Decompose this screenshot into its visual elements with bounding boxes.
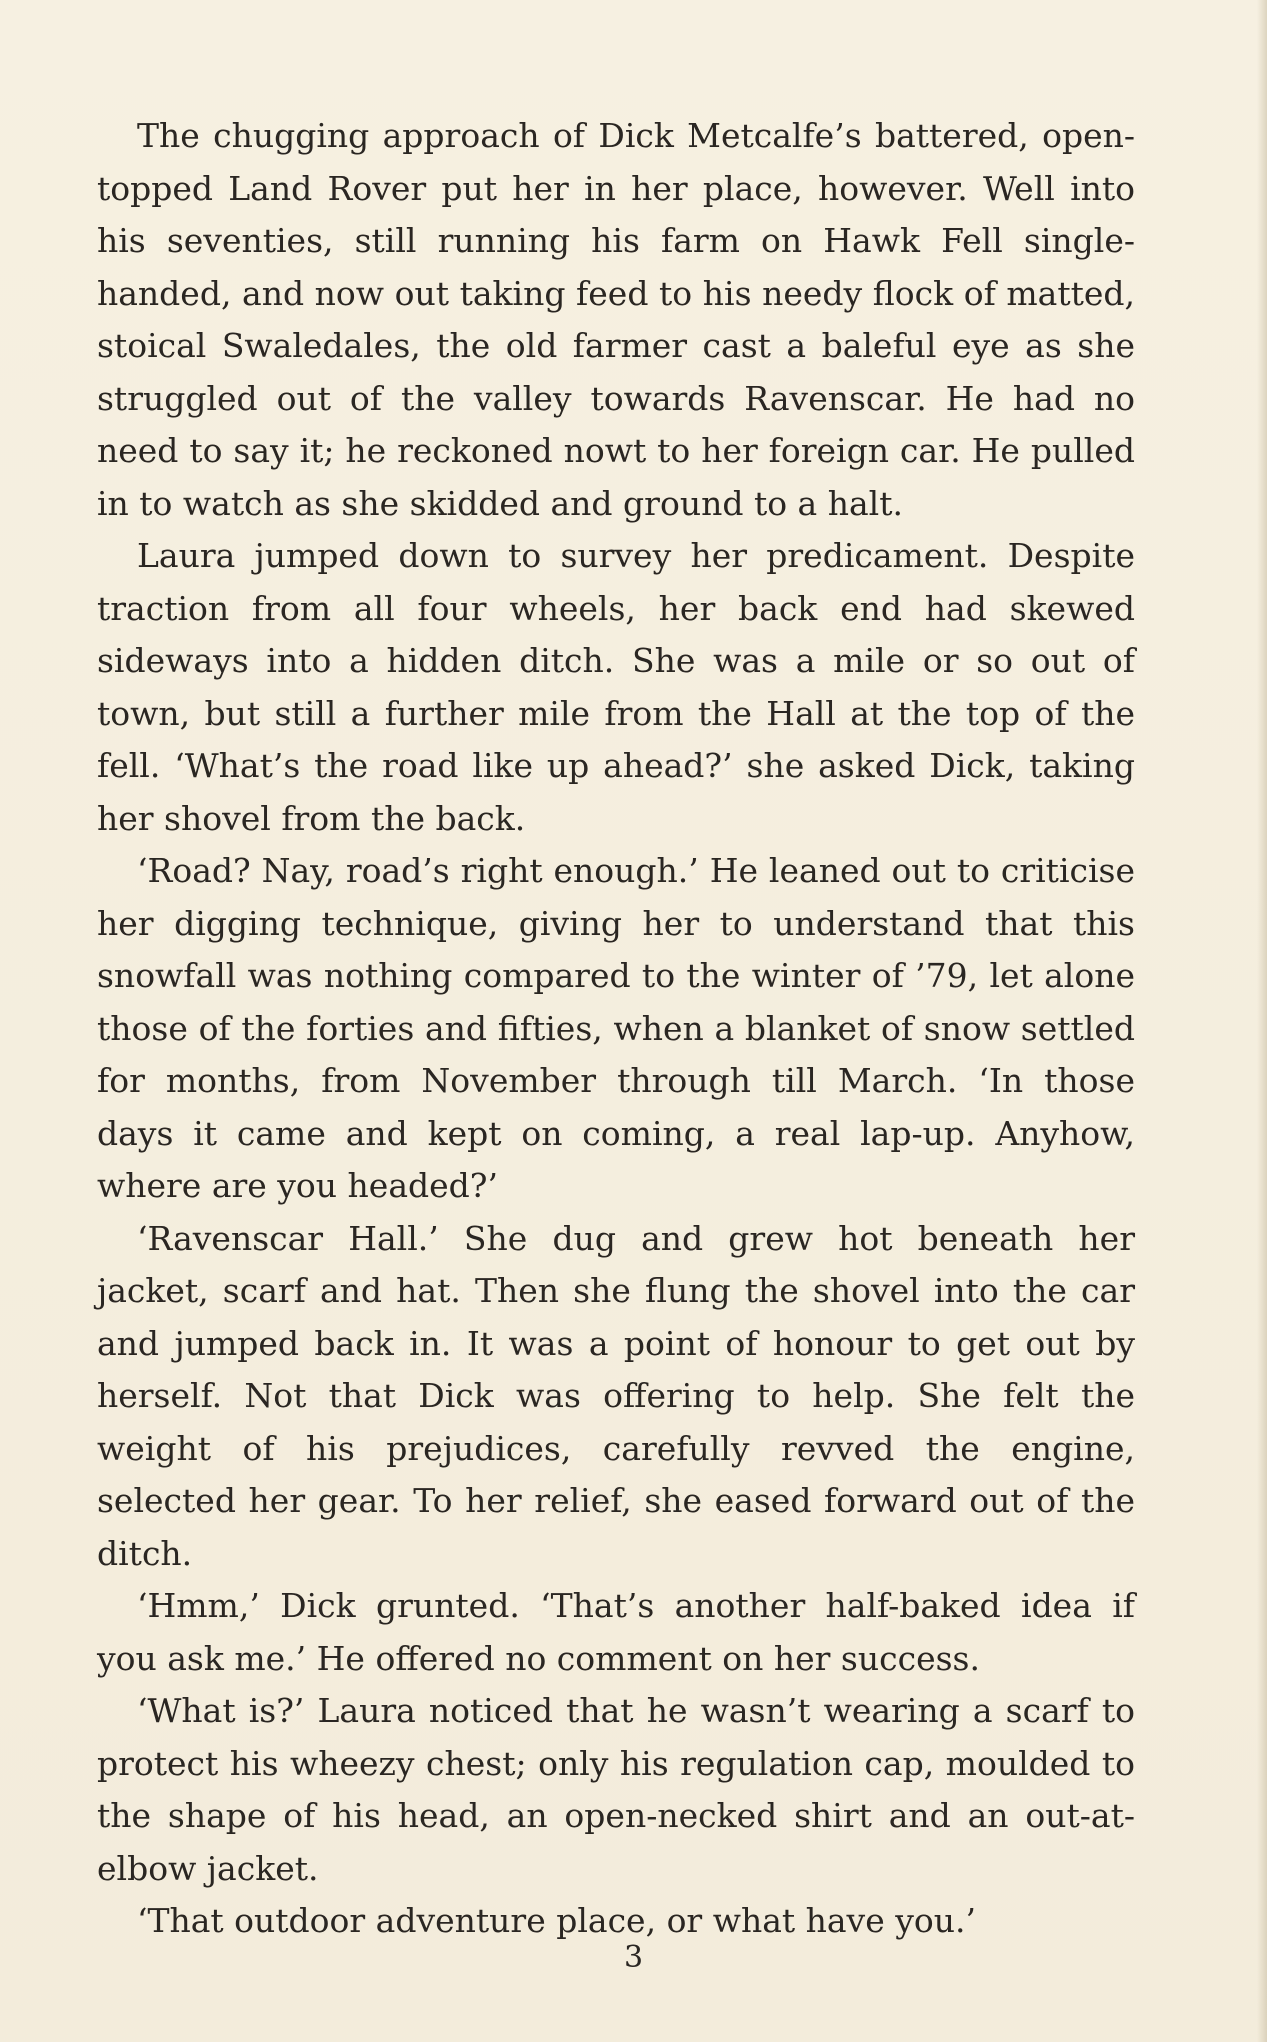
paragraph-7: ‘That outdoor adventure place, or what have you.’ [137,1901,976,1940]
paragraph-6: ‘What is?’ Laura noticed that he wasn’t wearing a scarf to protect his wheezy chest; only his regulation cap, moulded to the shape of his head, an open-necked shirt and an out-at-elbow jacket. [97,1691,1135,1888]
paragraph-2: Laura jumped down to survey her predicament. Despite traction from all four wheels, her back end had skewed sideways into a hidden ditch. She was a mile or so out of town, but still a further mile from the Hall at the top of the fell. ‘What’s the road like up ahead?’ she asked Dick, taking her shovel from the back. [97,536,1135,838]
page-number: 3 [623,1940,644,1975]
paragraph-1: The chugging approach of Dick Metcalfe’s battered, open-topped Land Rover put her in her place, however. Well into his seventies, still running his farm on Hawk Fell single-handed, and now out taking feed to his needy flock of matted, stoical Swaledales, the old farmer cast a baleful eye as she struggled out of the valley towards Ravenscar. He had no need to say it; he reckoned nowt to her foreign car. He pulled in to watch as she skidded and ground to a halt. [97,116,1135,523]
paragraph-3: ‘Road? Nay, road’s right enough.’ He leaned out to criticise her digging technique, giving her to understand that this snowfall was nothing compared to the winter of ’79, let alone those of the forties and fifties, when a blanket of snow settled for months, from November through till March. ‘In those days it came and kept on coming, a real lap-up. Anyhow, where are you headed?’ [97,851,1135,1205]
paragraph-4: ‘Ravenscar Hall.’ She dug and grew hot beneath her jacket, scarf and hat. Then she flung the shovel into the car and jumped back in. It was a point of honour to get out by herself. Not that Dick was offering to help. She felt the weight of his prejudices, carefully revved the engine, selected her gear. To her relief, she eased forward out of the ditch. [97,1218,1135,1573]
page-edge-shadow [1257,0,1267,2042]
body-text [97,110,1135,1948]
paragraph-5: ‘Hmm,’ Dick grunted. ‘That’s another half-baked idea if you ask me.’ He offered no comment on her success. [97,1586,1135,1678]
